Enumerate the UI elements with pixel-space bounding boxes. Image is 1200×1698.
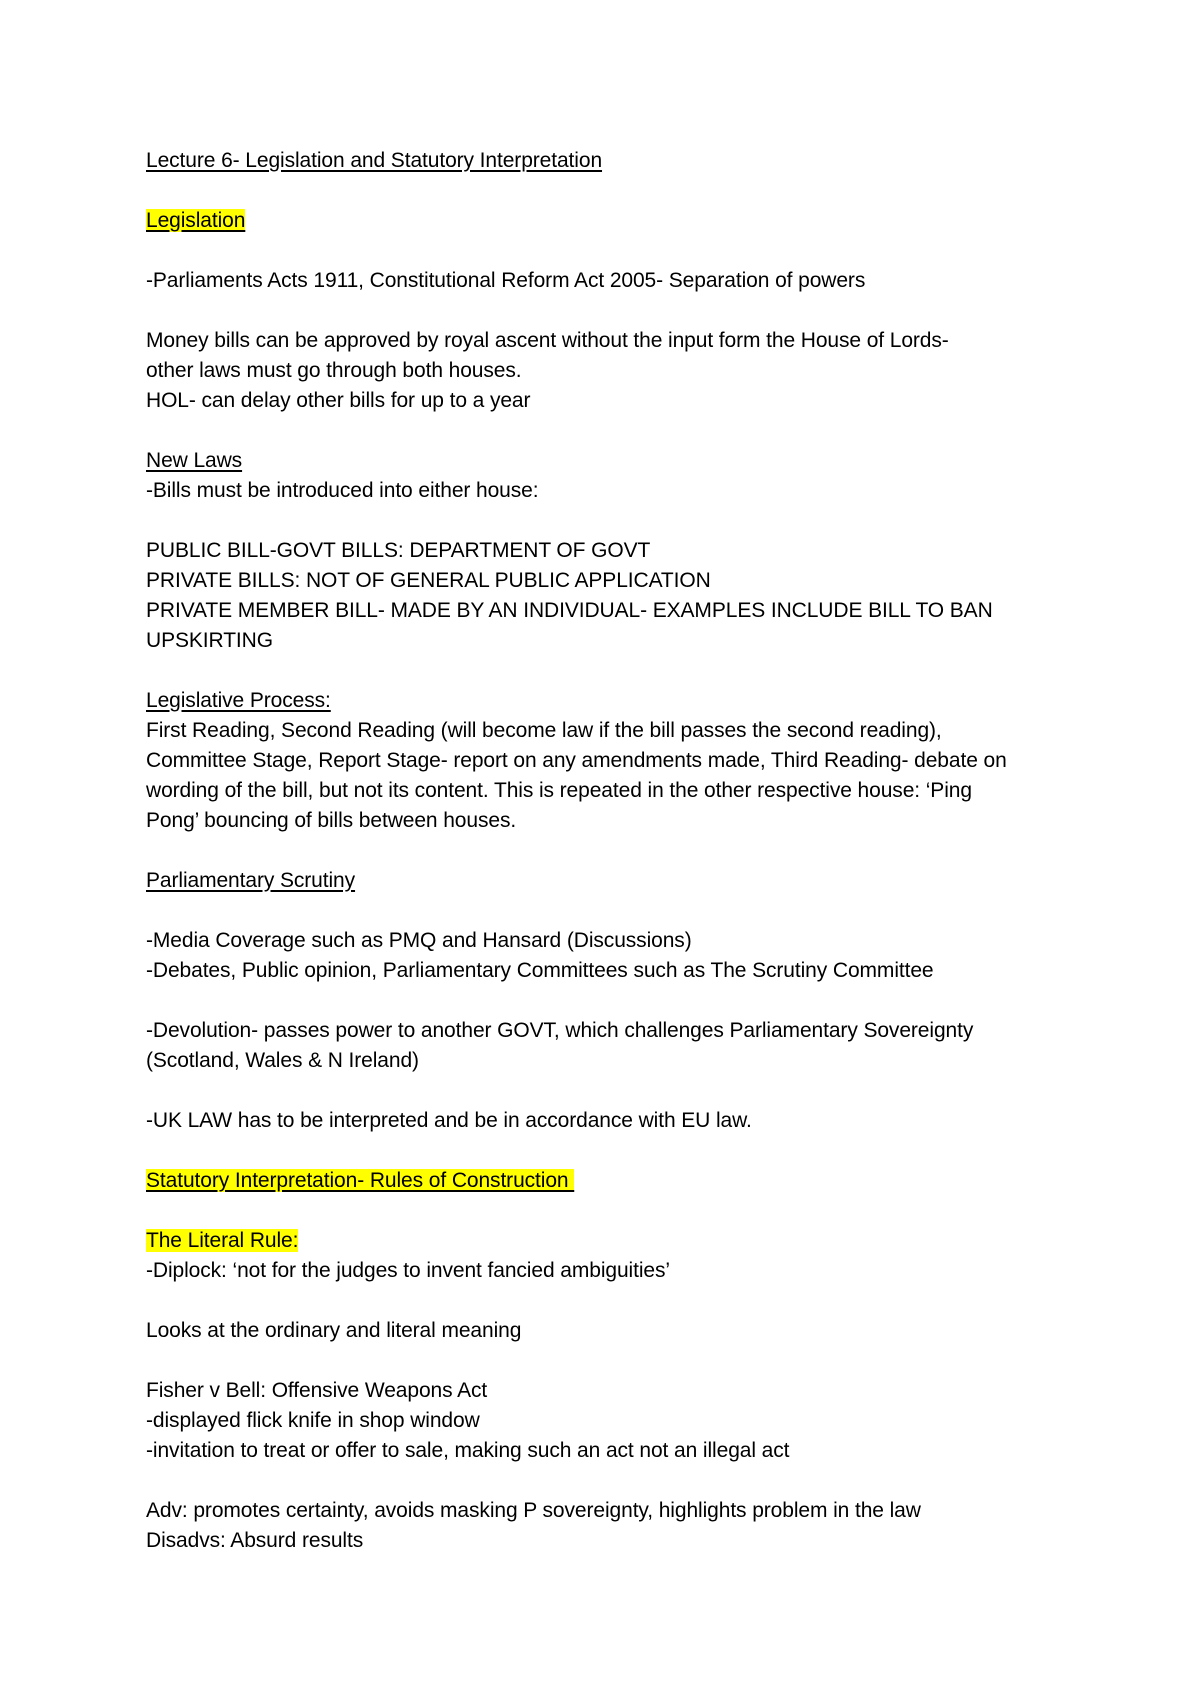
spacer [146,656,1086,686]
spacer [146,176,1086,206]
uk-law-line: -UK LAW has to be interpreted and be in accordance with EU law. [146,1109,752,1132]
document-body [146,146,1086,1556]
process-line-1: First Reading, Second Reading (will become law if the bill passes the second reading), [146,719,942,742]
process-line-3: wording of the bill, but not its content. This is repeated in the other respective house: ‘Ping [146,779,972,802]
spacer [146,986,1086,1016]
spacer [146,416,1086,446]
money-bills-line-1: Money bills can be approved by royal ascent without the input form the House of Lords- [146,329,949,352]
spacer [146,896,1086,926]
page-title: Lecture 6- Legislation and Statutory Interpretation [146,149,603,172]
spacer [146,296,1086,326]
spacer [146,1196,1086,1226]
spacer [146,836,1086,866]
parliaments-acts-line: -Parliaments Acts 1911, Constitutional Reform Act 2005- Separation of powers [146,269,866,292]
invitation-line: -invitation to treat or offer to sale, making such an act not an illegal act [146,1439,790,1462]
devolution-line-1: -Devolution- passes power to another GOVT, which challenges Parliamentary Sovereignty [146,1019,974,1042]
private-bills-line: PRIVATE BILLS: NOT OF GENERAL PUBLIC APPLICATION [146,569,711,592]
spacer [146,1346,1086,1376]
advantages-line: Adv: promotes certainty, avoids masking P sovereignty, highlights problem in the law [146,1499,921,1522]
spacer [146,506,1086,536]
devolution-line-2: (Scotland, Wales & N Ireland) [146,1049,419,1072]
spacer [146,1136,1086,1166]
spacer [146,1466,1086,1496]
legislation-heading: Legislation [146,209,246,232]
new-laws-heading: New Laws [146,449,243,472]
spacer [146,236,1086,266]
bills-introduced-line: -Bills must be introduced into either house: [146,479,539,502]
private-member-line-2: UPSKIRTING [146,629,273,652]
legislative-process-heading: Legislative Process: [146,689,331,712]
hol-delay-line: HOL- can delay other bills for up to a year [146,389,531,412]
debates-line: -Debates, Public opinion, Parliamentary Committees such as The Scrutiny Committee [146,959,934,982]
flick-knife-line: -displayed flick knife in shop window [146,1409,480,1432]
money-bills-line-2: other laws must go through both houses. [146,359,522,382]
private-member-line-1: PRIVATE MEMBER BILL- MADE BY AN INDIVIDUAL- EXAMPLES INCLUDE BILL TO BAN [146,599,993,622]
parliamentary-scrutiny-heading: Parliamentary Scrutiny [146,869,356,892]
statutory-interpretation-heading: Statutory Interpretation- Rules of Construction [146,1169,575,1192]
literal-rule-heading: The Literal Rule: [146,1229,299,1252]
media-coverage-line: -Media Coverage such as PMQ and Hansard (Discussions) [146,929,692,952]
ordinary-meaning-line: Looks at the ordinary and literal meaning [146,1319,522,1342]
spacer [146,1286,1086,1316]
fisher-v-bell-line: Fisher v Bell: Offensive Weapons Act [146,1379,488,1402]
diplock-line: -Diplock: ‘not for the judges to invent fancied ambiguities’ [146,1259,670,1282]
spacer [146,1076,1086,1106]
process-line-4: Pong’ bouncing of bills between houses. [146,809,517,832]
disadvantages-line: Disadvs: Absurd results [146,1529,364,1552]
process-line-2: Committee Stage, Report Stage- report on any amendments made, Third Reading- debate on [146,749,1007,772]
public-bill-line: PUBLIC BILL-GOVT BILLS: DEPARTMENT OF GOVT [146,539,651,562]
